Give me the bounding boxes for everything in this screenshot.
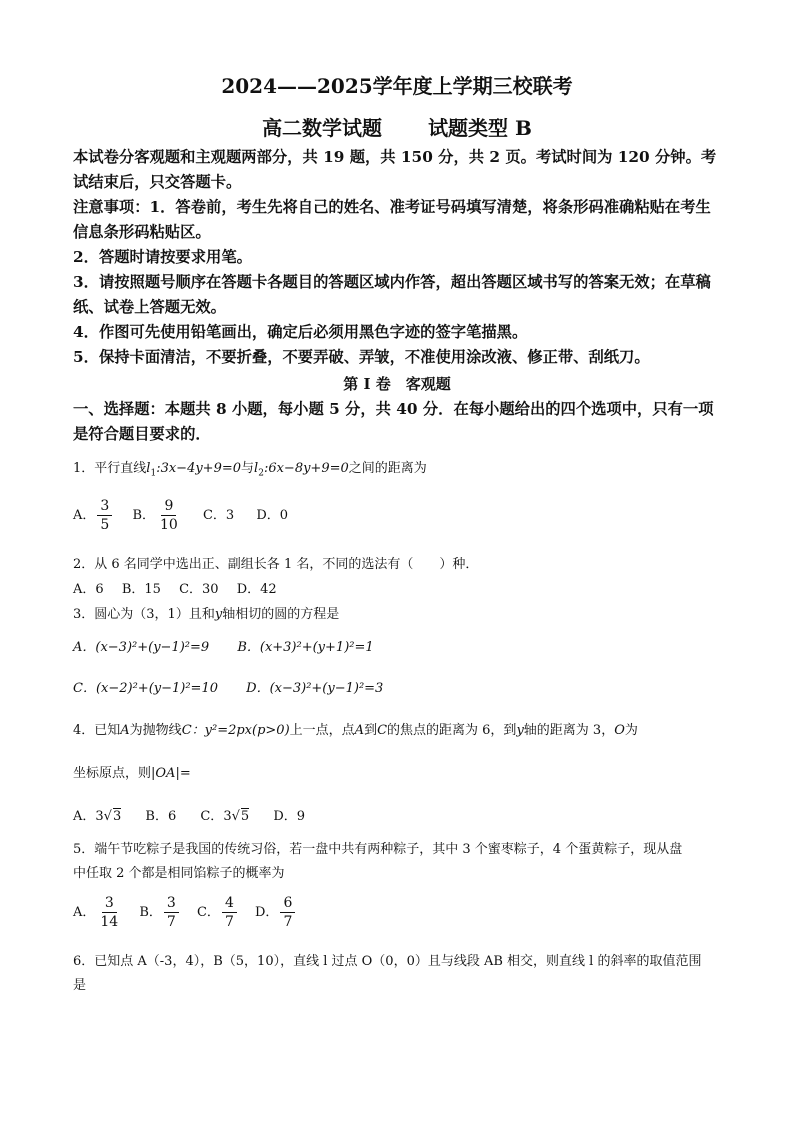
question-5-stem-line-2: 中任取 2 个都是相同馅粽子的概率为 bbox=[73, 866, 285, 881]
intro-paragraph-1: 本试卷分客观题和主观题两部分，共 19 题，共 150 分，共 2 页。考试时间为 120 分钟。考试结束后，只交答题卡。 bbox=[73, 148, 717, 191]
question-1-options bbox=[73, 497, 288, 534]
intro-paragraph-2: 注意事项：1．答卷前，考生先将自己的姓名、准考证号码填写清楚，将条形码准确粘贴在考生信息条形码粘贴区。 bbox=[73, 198, 711, 241]
option-a: A． $\frac{3}{5}$ bbox=[73, 508, 114, 523]
section-title: 第 I 卷 客观题 bbox=[343, 375, 451, 393]
section-instruction-line-2: 是符合题目要求的． bbox=[73, 425, 211, 443]
option-c: C． $\frac{4}{7}$ bbox=[197, 905, 239, 920]
option-d: D．0 bbox=[256, 508, 289, 523]
option-b: B． $\frac{9}{10}$ bbox=[132, 498, 178, 533]
exam-title: 2024——2025学年度上学期三校联考 bbox=[221, 74, 573, 98]
question-4-stem-line-1: 4．已知A为抛物线C：y²=2px(p>0)上一点，点A到C的焦点的距离为 6，到y轴的距离为 3，O为 bbox=[73, 723, 638, 738]
question-2-stem: 2．从 6 名同学中选出正、副组长各 1 名，不同的选法有（ ）种． bbox=[73, 557, 479, 572]
intro-paragraph-3: 2．答题时请按要求用笔。 bbox=[73, 248, 252, 266]
question-1-stem: 1．平行直线$l_1:3x-4y+9=0$与$l_2:6x-8y+9=0$之间的距离为 bbox=[73, 461, 427, 479]
option-d: D． $\frac{6}{7}$ bbox=[255, 905, 297, 920]
option-a: A． $\frac{3}{14}$ bbox=[73, 895, 119, 930]
question-5-options bbox=[73, 894, 297, 931]
question-2-options bbox=[73, 578, 277, 597]
question-5-stem-line-1: 5．端午节吃粽子是我国的传统习俗，若一盘中共有两种粽子，其中 3 个蜜枣粽子，4 个蛋黄粽子，现从盘 bbox=[73, 842, 683, 857]
option-a: A．3√3 bbox=[73, 809, 122, 824]
subject-title: 高二数学试题 bbox=[262, 116, 383, 140]
intro-paragraph-5: 4．作图可先使用铅笔画出，确定后必须用黑色字迹的签字笔描黑。 bbox=[73, 323, 528, 341]
question-3-options-row-1 bbox=[73, 636, 374, 655]
option-a: A．6 bbox=[73, 582, 104, 597]
option-d: D．(x−3)²+(y−1)²=3 bbox=[246, 681, 384, 696]
question-4-options bbox=[73, 805, 305, 824]
intro-paragraph-4: 3．请按照题号顺序在答题卡各题目的答题区域内作答，超出答题区域书写的答案无效；在草稿纸、试卷上答题无效。 bbox=[73, 273, 711, 316]
paper-type: 试题类型 B bbox=[428, 116, 532, 140]
option-b: B． $\frac{3}{7}$ bbox=[139, 905, 180, 920]
option-b: B．6 bbox=[145, 809, 177, 824]
option-c: C．(x−2)²+(y−1)²=10 bbox=[73, 681, 218, 696]
option-c: C．3√5 bbox=[200, 809, 250, 824]
question-4-stem-line-2: 坐标原点，则|OA|= bbox=[73, 766, 191, 781]
exam-subtitle bbox=[0, 112, 794, 141]
option-a: A．(x−3)²+(y−1)²=9 bbox=[73, 640, 210, 655]
option-d: D．42 bbox=[236, 582, 277, 597]
question-3-options-row-2 bbox=[73, 677, 383, 696]
question-6-stem-line-1: 6．已知点 A（-3，4），B（5，10），直线 l 过点 O（0，0）且与线段 AB 相交，则直线 l 的斜率的取值范围 bbox=[73, 954, 702, 969]
section-instruction-line-1: 一、选择题：本题共 8 小题，每小题 5 分，共 40 分．在每小题给出的四个选项中，只有一项 bbox=[73, 400, 714, 418]
question-6-stem-line-2: 是 bbox=[73, 978, 87, 993]
option-b: B．(x+3)²+(y+1)²=1 bbox=[237, 640, 374, 655]
question-3-stem: 3．圆心为（3，1）且和y轴相切的圆的方程是 bbox=[73, 607, 340, 622]
option-d: D．9 bbox=[273, 809, 306, 824]
option-c: C．30 bbox=[179, 582, 219, 597]
option-b: B．15 bbox=[121, 582, 161, 597]
option-c: C．3 bbox=[202, 508, 235, 523]
intro-paragraph-6: 5．保持卡面清洁，不要折叠，不要弄破、弄皱，不准使用涂改液、修正带、刮纸刀。 bbox=[73, 348, 650, 366]
